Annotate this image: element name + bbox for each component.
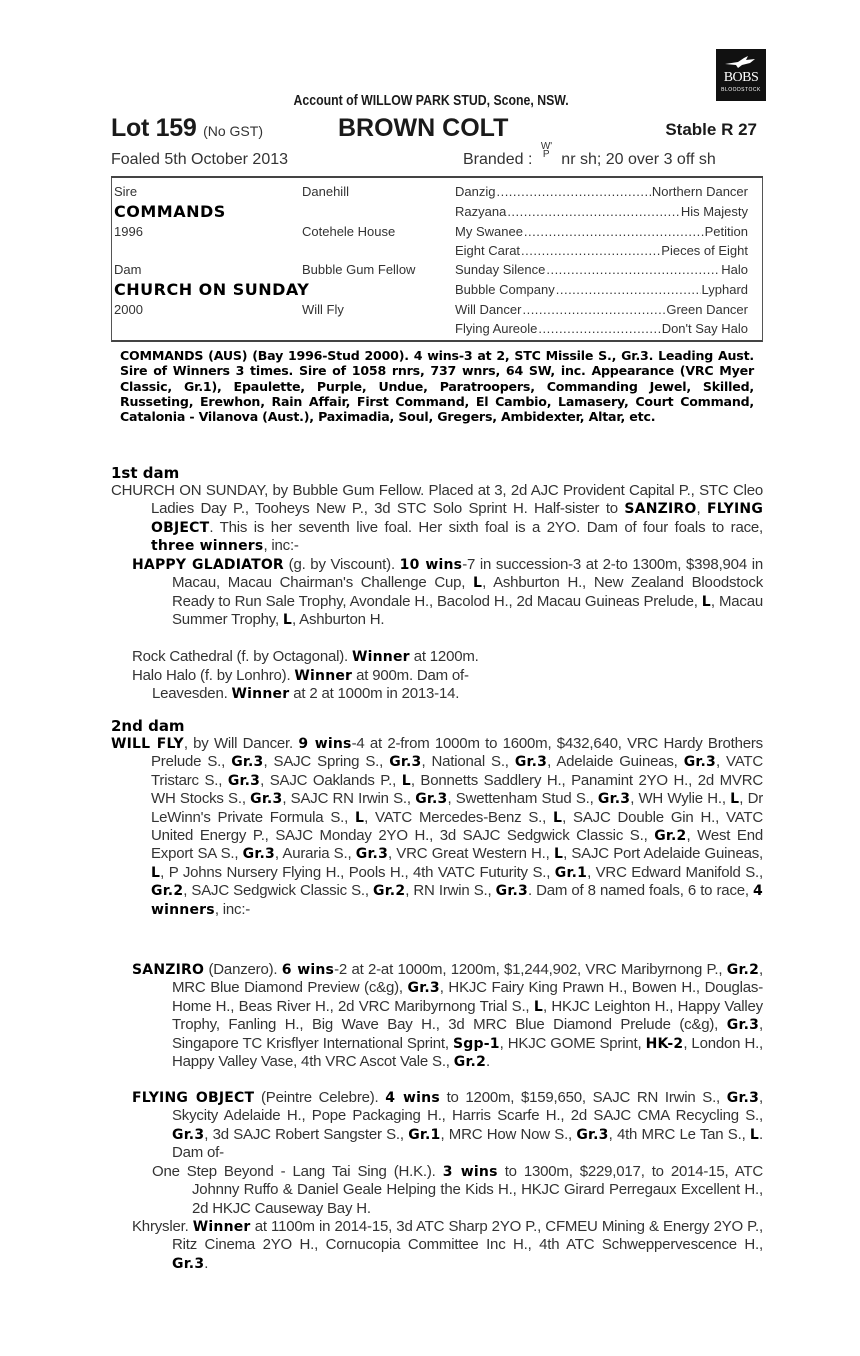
progeny-happy-gladiator [132,556,763,630]
text: , MRC How Now S., [440,1125,577,1143]
text: Halo Halo (f. by Lonhro). [132,667,295,684]
race-grade: L [401,772,411,789]
grandparent-row [455,282,748,297]
text: , National S., [421,753,515,771]
horse-name: HAPPY GLADIATOR [132,557,284,573]
text: , HKJC Leighton H., Happy Valley Trophy, Fanling H., Big Wave Bay H., 3d MRC Blue Diamond Prelude (c&g), [172,997,763,1034]
text: , Macau Summer Trophy, [172,592,763,629]
text: . This is her seventh live foal. Her sixth foal is a 2YO. Dam of four foals to race, [209,518,763,536]
race-grade: L [473,575,483,592]
progeny-halo-halo [132,667,762,685]
text: , SAJC Double Gin H., VATC United Energy P., SAJC Monday 2YO H., 3d SAJC Sedgwick Classic S., [151,808,763,845]
text: , P Johns Nursery Flying H., Pools H., 4th VATC Futurity S., [160,863,555,881]
race-grade: L [701,593,711,610]
text: (g. by Viscount). [283,556,400,573]
race-grade: Gr.2 [654,828,687,845]
text: (Danzero). [204,961,282,978]
grandparent-row [455,184,748,199]
text: . Dam of 8 named foals, 6 to race, [527,882,754,900]
sire-summary: COMMANDS (AUS) (Bay 1996-Stud 2000). 4 wins-3 at 2, STC Missile S., Gr.3. Leading Aust. Sire of Winners 3 times. Sire of 1058 rnrs, 737 wnrs, 64 SW, inc. Appearance (VRC Myer Classic, Gr.1), Epaulette, Purple, Undue, Paratroopers, Commanding Jewel, Skilled, Russeting, Erewhon, Rain Affair, First Command, El Cambio, Lamasery, Court Command, Catalonia - Vilanova (Aust.), Paximadia, Soul, Gregers, Ambidexter, Altar, etc. [120,348,754,425]
text: , Dr LeWinn's Private Formula S., [151,790,764,826]
text: , 4th MRC Le Tan S., [608,1125,750,1143]
race-grade: Gr.3 [389,754,422,771]
text: , Skycity Adelaide H., Pope Packaging H., Harris Scarfe H., 2d SAJC CMA Recycling S., [172,1089,763,1125]
text: , inc:- [263,537,299,555]
race-grade: Gr.3 [172,1126,205,1143]
gp-left: Sunday Silence [455,262,546,277]
grandparent-row [455,321,748,336]
grandparent-row [455,204,748,219]
race-grade: Gr.2 [453,1054,487,1071]
grandparent-row [455,224,748,239]
text: Rock Cathedral (f. by Octagonal). [132,648,352,665]
text: , MRC Blue Diamond Preview (c&g), [172,961,763,997]
race-grade: Gr.2 [726,962,760,978]
race-grade: Gr.3 [250,791,283,808]
dot-leader [507,204,680,219]
text: , Adelaide Guineas, [547,753,684,771]
race-grade: Gr.3 [355,846,389,863]
race-grade: Gr.3 [227,772,261,789]
vendor-account: Account of WILLOW PARK STUD, Scone, NSW. [293,92,569,109]
text: Khrysler. [132,1218,193,1235]
gp-left: Eight Carat [455,243,521,258]
gp-right: His Majesty [680,204,748,219]
sire-year: 1996 [114,224,143,239]
gp-right: Don't Say Halo [661,321,748,336]
race-grade: HK-2 [645,1035,684,1052]
text: , by Will Dancer. [183,735,299,752]
text: , HKJC Fairy King Prawn H., Bowen H., Douglas-Home H., Beas River H., 2d VRC Maribyrnong Trial S., [172,979,763,1015]
lot-line [111,114,761,144]
branded-info [463,141,716,169]
gp-right: Green Dancer [666,302,748,317]
text: , London H., Happy Valley Vase, 4th VRC Ascot Vale S., [172,1034,764,1071]
progeny-khrysler [132,1218,763,1273]
text: to 1200m, $159,650, SAJC RN Irwin S., [439,1089,727,1106]
gp-left: Razyana [455,204,507,219]
gst-note: (No GST) [203,123,263,139]
branded-detail: nr sh; 20 over 3 off sh [561,151,716,168]
gp-right: Halo [721,262,748,277]
progeny-sanziro [132,961,763,1071]
horse-name: SANZIRO [132,962,205,978]
text: , Swettenham Stud S., [447,790,598,808]
text: , RN Irwin S., [405,882,496,900]
race-grade: Sgp-1 [452,1035,500,1052]
bird-icon [724,55,758,69]
brand-mark-top: W' [540,141,553,152]
winner-label: Winner [231,686,290,702]
second-dam-heading: 2nd dam [111,717,185,735]
race-grade: L [553,846,564,863]
text: , Ashburton H. [292,611,385,629]
winners-count: 4 winners [151,883,763,918]
race-grade: Gr.3 [597,791,631,808]
text: , VRC Edward Manifold S., [587,863,763,881]
progeny-one-step-beyond [152,1163,763,1218]
race-grade: Gr.2 [373,883,406,900]
grandparent-row [455,243,748,258]
text: at 1200m. [409,648,479,665]
wins-count: 6 wins [281,962,335,978]
gp-left: Bubble Company [455,282,555,297]
text: (Peintre Celebre). [254,1089,386,1106]
dam-year: 2000 [114,302,143,317]
logo-brand: BOBS [723,70,759,85]
text: , VATC Tristarc S., [151,753,764,789]
sire-dam: Cotehele House [302,224,396,239]
dot-leader [522,302,665,317]
text: at 1100m in 2014-15, 3d ATC Sharp 2YO P., CFMEU Mining & Energy 2YO P., Ritz Cinema 2YO H., Cornucopia Committee Inc H., 4th ATC Schweppervescence H., [172,1218,763,1254]
dam-dam: Will Fly [302,302,344,317]
text: One Step Beyond - Lang Tai Sing (H.K.). [152,1163,443,1180]
race-grade: Gr.2 [151,883,184,900]
text: , VATC Mercedes-Benz S., [364,808,554,826]
grandparent-row [455,262,748,277]
first-dam-heading: 1st dam [111,464,180,482]
text: , WH Wylie H., [630,790,731,808]
winner-label: Winner [351,649,410,665]
race-grade: Gr.3 [726,1090,760,1106]
lot-number [111,114,263,143]
horse-name: SANZIRO [624,501,697,518]
text: . [204,1254,209,1272]
branded-label: Branded : [463,151,533,168]
text: , [696,500,707,518]
race-grade: Gr.1 [554,864,588,881]
pedigree-table [111,178,763,342]
winner-label: Winner [294,668,353,684]
wins-count: 10 wins [399,557,463,573]
text: , HKJC GOME Sprint, [499,1034,646,1052]
race-grade: L [533,998,543,1015]
stable-location: Stable R 27 [665,120,757,139]
first-dam-paragraph [111,482,763,556]
text: , SAJC Oaklands P., [260,771,402,789]
race-grade: L [730,791,740,808]
progeny-flying-object [132,1089,763,1163]
dot-leader [556,282,701,297]
gp-right: Northern Dancer [651,184,748,199]
gp-right: Lyphard [701,282,748,297]
grandparent-row [455,302,748,317]
dam-label: Dam [114,262,142,277]
horse-name: WILL FLY [111,736,184,752]
text: -4 at 2-from 1000m to 1600m, $432,640, VRC Hardy Brothers Prelude S., [151,735,763,771]
gp-left: Flying Aureole [455,321,538,336]
horse-name: FLYING OBJECT [151,501,764,536]
text: CHURCH ON SUNDAY, by Bubble Gum Fellow. Placed at 3, 2d AJC Provident Capital P., STC Cleo Ladies Day P., Tooheys New P., 3d STC Solo Sprint H. Half-sister to [111,482,763,518]
race-grade: Gr.3 [495,883,528,900]
horse-name: FLYING OBJECT [132,1090,255,1106]
dam-name: CHURCH ON SUNDAY [114,280,310,299]
sire-name: COMMANDS [114,202,226,221]
race-grade: Gr.3 [172,1255,205,1272]
dot-leader [546,262,720,277]
race-grade: Gr.3 [514,754,548,771]
text: , West End Export SA S., [151,827,763,863]
race-grade: Gr.1 [408,1126,441,1143]
text: , Auraria S., [274,845,356,863]
sire-sire: Danehill [302,184,349,199]
race-grade: Gr.3 [726,1017,760,1034]
race-grade: L [151,864,161,881]
race-grade: Gr.3 [407,980,440,997]
text: , SAJC RN Irwin S., [282,790,416,808]
race-grade: Gr.3 [683,754,716,771]
horse-description: BROWN COLT [338,114,509,142]
wins-count: 9 wins [298,736,352,752]
text: , SAJC Port Adelaide Guineas, [563,845,763,863]
text: at 2 at 1000m in 2013-14. [289,685,460,702]
text: , Bonnetts Saddlery H., Panamint 2YO H., 2d MVRC WH Stocks S., [151,771,763,808]
dot-leader [496,184,650,199]
text: , Singapore TC Krisflyer International Sprint, [172,1016,763,1052]
race-grade: Gr.3 [242,846,275,863]
gp-left: My Swanee [455,224,523,239]
text: , Ashburton H., New Zealand Bloodstock Ready to Run Sale Trophy, Avondale H., Bacolod H., 2d Macau Guineas Prelude, [172,574,763,610]
second-dam-paragraph [111,735,763,919]
race-grade: Gr.3 [576,1126,609,1143]
dam-sire: Bubble Gum Fellow [302,262,416,277]
dot-leader [521,243,660,258]
race-grade: Gr.3 [231,754,264,771]
text: . [486,1053,490,1071]
dot-leader [524,224,704,239]
race-grade: L [749,1126,760,1143]
text: , VRC Great Western H., [388,845,554,863]
brand-mark-bottom: P [542,149,550,160]
text: -7 in succession-3 at 2-to 1300m, $398,904 in Macau, Macau Chairman's Challenge Cup, [172,556,763,592]
progeny-leavesden [152,685,762,703]
wins-count: 3 wins [442,1164,498,1180]
logo-subtitle: BLOODSTOCK [721,87,761,93]
text: at 900m. Dam of- [352,667,469,684]
winner-label: Winner [192,1219,251,1235]
text: -2 at 2-at 1000m, 1200m, $1,244,902, VRC Maribyrnong P., [334,961,727,978]
gp-right: Pieces of Eight [661,243,748,258]
gp-left: Danzig [455,184,496,199]
winners-count: three winners [151,538,264,555]
text: to 1300m, $229,017, to 2014-15, ATC Johnny Ruffo & Daniel Geale Helping the Kids H., HKJC Girard Perregaux Excellent H., 2d HKJC Causeway Bay H. [192,1163,763,1217]
gp-right: Petition [704,224,748,239]
brand-mark [537,141,557,169]
text: , 3d SAJC Robert Sangster S., [204,1125,409,1143]
text: , SAJC Sedgwick Classic S., [183,882,373,900]
foaled-date: Foaled 5th October 2013 [111,151,289,168]
text: , SAJC Spring S., [263,753,390,771]
lot-label: Lot 159 [111,114,197,142]
text: Leavesden. [152,685,232,702]
text: , inc:- [214,900,251,918]
progeny-rock-cathedral [132,648,762,666]
race-grade: Gr.3 [415,791,448,808]
sire-label: Sire [114,184,138,199]
race-grade: L [282,612,293,629]
text: . Dam of- [172,1125,763,1162]
dot-leader [538,321,660,336]
race-grade: L [355,809,365,826]
race-grade: L [553,809,563,826]
wins-count: 4 wins [385,1090,440,1106]
gp-left: Will Dancer [455,302,522,317]
